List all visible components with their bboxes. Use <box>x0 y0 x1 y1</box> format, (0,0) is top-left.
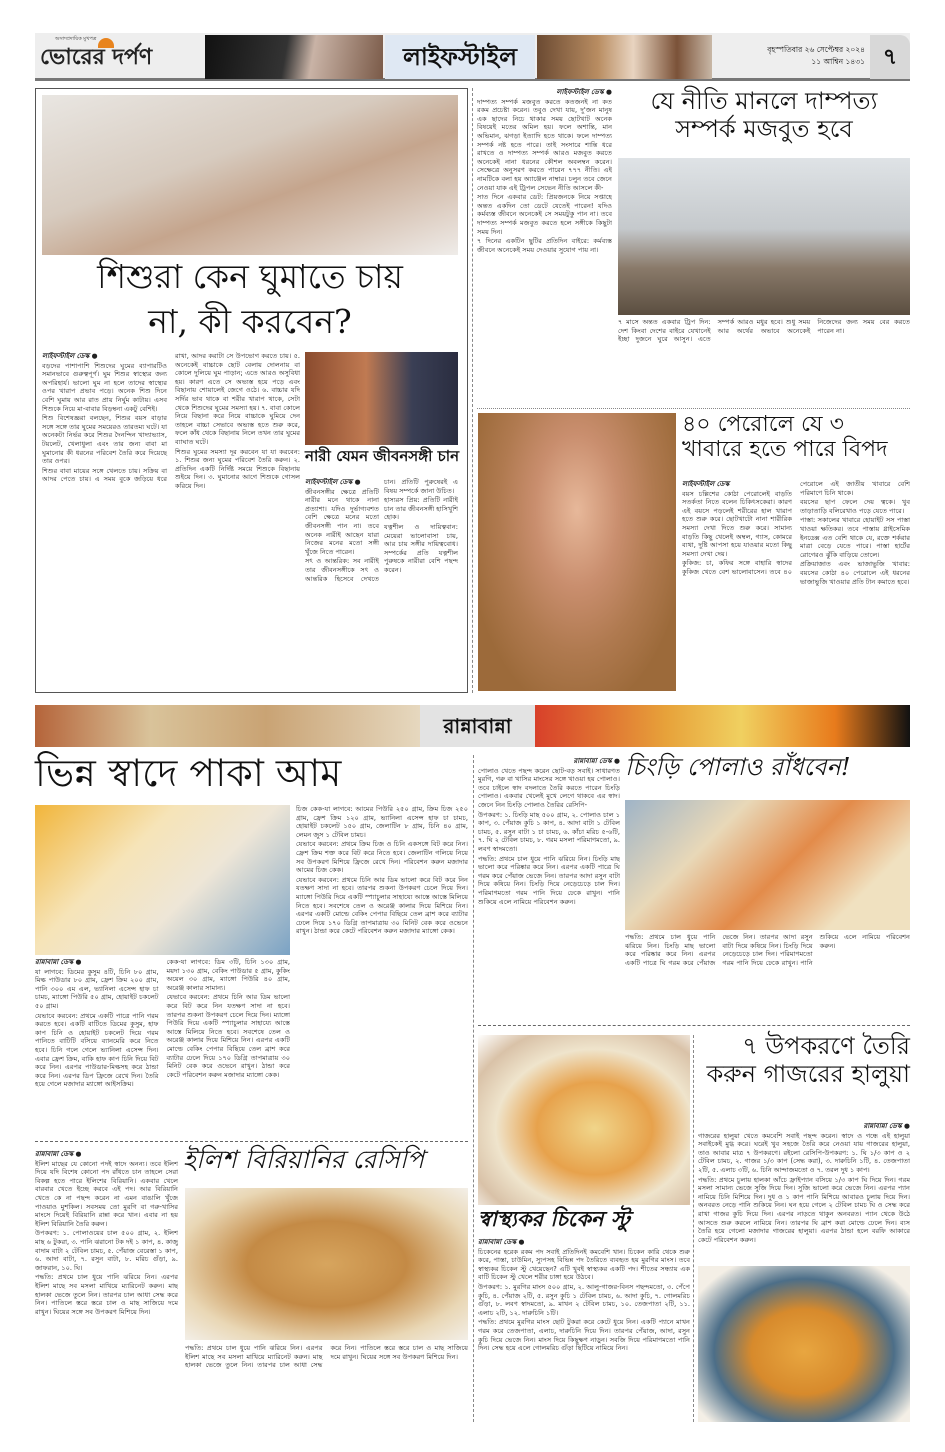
paragraph: বয়সের ছাপ ফেলে দেয় ত্বকে। খুব তাড়াতাড়ি বলিরেখাও পড়ে যেতে পারে। <box>800 498 910 515</box>
headline-life-partner: নারী যেমন জীবনসঙ্গী চান <box>305 447 460 465</box>
paragraph: দাম্পত্য সম্পর্ক মজবুত করতে কতজনই না কত রকম প্রচেষ্টা করেন। তবুও দেখা যায়, দু'জন মানুষ এক ছাদের নিচে থাকার সময় ছোটখাট অনেক বিষয়েই মতের অমিল হয়। ফলে অশান্তি, মান অভিমান, ঝগড়া ইত্যাদি হতে থাকে। ফলে দাম্পত্য সম্পর্ক নষ্ট হতে পারে। তাই সংসারে শান্তি ধরে রাখতে ও দাম্পত্য সম্পর্ক আরও মজবুত করতে অনেকেই নানা ধরনের কৌশল অবলম্বন করেন। সেক্ষেত্রে অনুসরণ করতে পারেন ৭৭৭ নীতি। এই নামটিকে বলা হয় অ্যাঞ্জেল নাম্বার। চলুন তবে জেনে নেওয়া যাক এই ট্রিপল সেভেন নীতি আসলে কী- <box>477 97 612 192</box>
headline-hilsa-biryani: ইলিশ বিরিয়ানির রেসিপি <box>183 1145 424 1174</box>
paragraph: প্রক্রিয়াজাত এবং ভাজাভুজি খাবার: বয়সের কোঠা ৪০ পেরোলে এই ধরনের ভাজাভুজি খাওয়ার প্রতি টান কমাতে হবে। <box>800 560 910 586</box>
paragraph: পদ্ধতি: প্রথমে চাল ধুয়ে পানি ঝরিয়ে নিন। এরপর ইলিশ মাছে সব মসলা মাখিয়ে ম্যারিনেট করুন। মাছ হালকা ভেজে তুলে নিন। তারপর চাল আধা সেদ্ধ করে নিন। পাতিলে স্তরে স্তরে চাল ও মাছ সাজিয়ে দমে রাখুন। ঘিয়ের সঙ্গে সব উপকরণ মিশিয়ে দিন। <box>185 1344 468 1370</box>
divider <box>477 408 910 409</box>
paragraph: কেক-যা লাগবে: ডিম ৩টি, চিনি ১৩০ গ্রাম, ময়দা ১৩০ গ্রাম, বেকিং পাউডার ৫ গ্রাম, কুকিং অয়েল ৩০ গ্রাম, ম্যাঙ্গো পিউরি ৪০ গ্রাম, অরেঞ্জ কালার সামান্য। <box>166 958 290 992</box>
newspaper-logo: ভোরের দর্পণ <box>40 45 153 70</box>
photo-mango-dessert <box>35 805 290 955</box>
paragraph: পদ্ধতি: প্রথমে চাল ধুয়ে পানি ঝরিয়ে নিন। চিংড়ি মাছ ভালো করে পরিষ্কার করে নিন। এরপর একটি পাত্রে ঘি গরম করে পেঁয়াজ ভেজে নিন। তারপর আদা রসুন বাটা দিয়ে কষিয়ে নিন। চিংড়ি দিয়ে নেড়েচেড়ে চাল দিন। পরিমাণমতো গরম পানি দিয়ে ঢেকে রাখুন। পানি শুকিয়ে এলে নামিয়ে পরিবেশন করুন। <box>478 854 620 906</box>
paragraph: যেভাবে করবেন: প্রথমে চিনি আর ডিম ভালো করে বিট করে নিন যতক্ষণ সাদা না হবে। তারপর শুকনা উপকরণ চেলে দিয়ে দিন। ম্যাঙ্গো পিউরি দিয়ে একটি স্প্যাচুলার সাহায্যে আস্তে আস্তে মিলিয়ে নিতে হবে। সবশেষে তেল ও অরেঞ্জ কালার দিয়ে মিশিয়ে নিন। এরপর একটি মোল্ডে বেকিং পেপার বিছিয়ে তেল ব্রাশ করে ব্যাটার ঢেলে দিয়ে ১৭০ ডিগ্রি তাপমাত্রায় ৩০ মিনিট বেক করে ওভেনে রাখুন। ঠান্ডা করে কেটে পরিবেশন করুন মজাদার ম্যাঙ্গো কেক। <box>296 875 468 936</box>
banner-photo-vegetables <box>535 705 910 747</box>
paragraph: যত্নশীল ও দায়িত্ববান: মেয়েরা ভালোবাসা চায়, আর চায় সঙ্গীর দায়িত্ববোধ। সম্পর্কের প্রতি যত্নশীল পুরুষকে নারীরা বেশি পছন্দ করেন। <box>384 522 458 574</box>
article-body-marriage-cont <box>618 318 910 404</box>
page-number: ৭ <box>870 35 910 79</box>
photo-carrot-halwa <box>698 1266 910 1422</box>
paragraph: পদ্ধতি: প্রথমে চাল ধুয়ে পানি ঝরিয়ে নিন। এরপর ইলিশ মাছে সব মসলা মাখিয়ে ম্যারিনেট করুন। মাছ হালকা ভেজে তুলে নিন। তারপর চাল আধা সেদ্ধ করে নিন। পাতিলে স্তরে স্তরে চাল ও মাছ সাজিয়ে দমে রাখুন। ঘিয়ের সঙ্গে সব উপকরণ মিশিয়ে দিন। <box>35 1273 178 1316</box>
paragraph: গাজরের হালুয়া খেতে কমবেশি সবাই পছন্দ করেন। স্বাদে ও গন্ধে এই হালুয়া সবাইকেই মুগ্ধ করে। ঘরেই খুব সহজে তৈরি করে নেওয়া যায় গাজরের হালুয়া, তাও আবার মাত্র ৭ উপকরণে। রইলো রেসিপি-উপকরণ: ১. ঘি ১/৩ কাপ ও ২ টেবিল চামচ, ২. গাজর ১/৩ কাপ (সেদ্ধ করা), ৩. দারুচিনি ১টি, ৪. তেজপাতা ২টি, ৫. এলাচ ৩টি, ৬. চিনি আন্দাজমতো ও ৭. তরল দুধ ১ কাপ। <box>698 1131 910 1174</box>
paragraph: যেভাবে করবেন: প্রথমে চিনি আর ডিম ভালো করে বিট করে নিন যতক্ষণ সাদা না হবে। তারপর শুকনা উপকরণ চেলে দিয়ে দিন। ম্যাঙ্গো পিউরি দিয়ে একটি স্প্যাচুলার সাহায্যে আস্তে আস্তে মিলিয়ে নিতে হবে। সবশেষে তেল ও অরেঞ্জ কালার দিয়ে মিশিয়ে নিন। এরপর একটি মোল্ডে বেকিং পেপার বিছিয়ে তেল ব্রাশ করে ব্যাটার ঢেলে দিয়ে ১৭০ ডিগ্রি তাপমাত্রায় ৩০ মিনিট বেক করে ওভেনে রাখুন। ঠান্ডা করে কেটে পরিবেশন করুন মজাদার ম্যাঙ্গো কেক। <box>166 993 290 1079</box>
paragraph: পদ্ধতি: প্রথমে চাল ধুয়ে পানি ঝরিয়ে নিন। চিংড়ি মাছ ভালো করে পরিষ্কার করে নিন। এরপর একটি পাত্রে ঘি গরম করে পেঁয়াজ ভেজে নিন। তারপর আদা রসুন বাটা দিয়ে কষিয়ে নিন। চিংড়ি দিয়ে নেড়েচেড়ে চাল দিন। পরিমাণমতো গরম পানি দিয়ে ঢেকে রাখুন। পানি শুকিয়ে এলে নামিয়ে পরিবেশন করুন। <box>625 933 910 967</box>
banner-photo-biryani <box>35 705 420 747</box>
paragraph: ৭ দিনের একটিন ছুটির প্রতিদিন বাইরে: কর্মব্যস্ত জীবনে অনেকেই সময় দেওয়ার সুযোগ পায় না। <box>477 237 612 254</box>
headline-mango: ভিন্ন স্বাদে পাকা আম <box>35 751 342 795</box>
byline: রান্নাবান্না ডেস্ক ● <box>35 958 82 966</box>
byline: লাইফস্টাইল ডেস্ক ● <box>556 88 612 96</box>
header-photo-woman-hair <box>205 35 383 79</box>
date-gregorian: বৃহস্পতিবার ২৬ সেপ্টেম্বর ২০২৪ <box>767 45 865 54</box>
paragraph: শিশুর বাবা মায়ের সঙ্গে খেলতে চায়। সক্রিয় বা আদর পেতে চায়। এ সময় বুকে জড়িয়ে ধরে রাখা, আদর করাটা সে উপভোগ করতে চায়। ৫. অনেকেই বাচ্চাকে ছোট বেলায় দোলনায় বা কোলে দুলিয়ে ঘুম পাড়ান; এতে আরও অসুবিধা হয়। কারণ এতে সে অভ্যস্ত হয়ে পড়ে এবং বিছানায় শোয়ালেই জেগে ওঠে। ৬. বাচ্চার যদি সর্দির ভাব থাকে বা শরীর খারাপ থাকে, সেটা থেকে শিশুদের ঘুমের সমস্যা হয়। ৭. বাবা কোলে নিয়ে বিছানা করে নিয়ে বাচ্চাকে ঘুমিয়ে দেন তাহলে বাচ্চা সেভাবে অভ্যস্ত হতে শুরু করে, ফলে কাঁধ থেকে বিছানায় নিলে তখন তার ঘুমের ব্যাঘাত ঘটে। <box>42 352 300 484</box>
byline: লাইফস্টাইল ডেস্ক ● <box>42 352 98 360</box>
byline: রান্নাবান্না ডেস্ক ● <box>573 757 620 765</box>
photo-chicken-stew <box>478 1035 690 1205</box>
issue-date <box>715 44 865 68</box>
cooking-section-title: রান্নাবান্না <box>420 705 535 747</box>
paragraph: উপকরণ: ১. মুরগির মাংস ৫০০ গ্রাম, ২. আলু-গাজর-বিনস পছন্দমতো, ৩. পেঁপে কুচি, ৪. পেঁয়াজ ২টি, ৫. রসুন কুচি ১ টেবিল চামচ, ৬. আদা কুচি, ৭. গোলমরিচ গুঁড়া, ৮. লবণ স্বাদমতো, ৯. মাখন ২ টেবিল চামচ, ১০. তেজপাতা ২টি, ১১. এলাচ ২টি, ১২. দারুচিনি ১টি। <box>478 1282 690 1317</box>
article-body-hilsa-cont <box>185 1344 468 1422</box>
article-body-shrimp-polao <box>478 757 620 1020</box>
headline-marriage: যে নীতি মানলে দাম্পত্য সম্পর্ক মজবুত হবে <box>650 87 878 143</box>
paragraph: শিশুর ঘুমের সমস্যা দূর করবেন যা যা করবেন: ১. শিশুর জন্য ঘুমের পরিবেশ তৈরি করুন। ২. প্রতিদিন একটি নির্দিষ্ট সময়ে শিশুকে বিছানায় শুইয়ে দিন। ৩. ঘুমানোর আগে শিশুকে গোসল করিয়ে দিন। <box>175 447 300 490</box>
article-body-kids-sleep <box>42 352 300 688</box>
headline-carrot-halwa: ৭ উপকরণে তৈরি করুন গাজরের হালুয়া <box>706 1032 910 1088</box>
article-body-food-after-40 <box>682 480 910 690</box>
paragraph: যেভাবে করবেন: প্রথমে ক্রিম চিজ ও চিনি একসঙ্গে বিট করে নিন। ফ্রেশ ক্রিম শক্ত করে বিট করে নিতে হবে। জেলাটিন গলিয়ে নিয়ে সব উপকরণ মিশিয়ে ফ্রিজে রেখে দিন। পরিবেশন করুন মজাদার আমের চিজ কেক। <box>296 840 468 875</box>
article-body-mango-cont <box>296 805 468 1136</box>
photo-hilsa-biryani <box>185 1188 468 1340</box>
paragraph: ইলিশ মাছের যে কোনো পদই স্বাদে অনন্য। তবে ইলিশ দিয়ে যদি বিশেষ কোনো পদ রাঁধতে চান তাহলে সেরা বিকল্প হতে পারে ইলিশের বিরিয়ানি। একবার খেলে বারবার খেতে ইচ্ছে করবে এই পদ। আর বিরিয়ানি খেতে কে না পছন্দ করেন না এমন বাঙালি খুঁজে পাওয়াও মুশকিল। সবসময় তো মুরগি বা গরু-খাসির মাংসে দিয়েই বিরিয়ানি রান্না করে খান। এবার না হয় ইলিশ বিরিয়ানি তৈরি করুন। <box>35 1159 178 1228</box>
article-body-marriage <box>477 88 612 404</box>
paragraph: উপকরণ: ১. পোলাওয়ের চাল ৫০০ গ্রাম, ২. ইলিশ মাছ ৬ টুকরা, ৩. পানি ঝরানো টক দই ১ কাপ, ৪. কাজু বাদাম বাটা ২ টেবিল চামচ, ৫. পেঁয়াজ বেরেস্তা ১ কাপ, ৬. আদা বাটা, ৭. রসুন বাটা, ৮. মরিচ গুঁড়া, ৯. জাফরান, ১০. ঘি। <box>35 1229 178 1272</box>
paragraph: চিজ কেক-যা লাগবে: আমের পিউরি ২৫০ গ্রাম, ক্রিম চিজ ২৫০ গ্রাম, ফ্রেশ ক্রিম ১২০ গ্রাম, ভ্যানিলা এসেন্স হাফ চা চামচ, হোয়াইট চকলেট ১৫০ গ্রাম, জেলাটিন ৮ গ্রাম, চিনি ৪০ গ্রাম, লেমন জুস ১ টেবিল চামচ। <box>296 805 468 839</box>
column-divider <box>472 88 473 693</box>
byline: রান্নাবান্না ডেস্ক ● <box>35 1150 82 1158</box>
section-title: লাইফস্টাইল <box>385 35 535 79</box>
byline: লাইফস্টাইল ডেস্ক ● <box>305 478 361 486</box>
header-photo-spa <box>537 35 712 79</box>
logo-tagline: অসাম্প্রদায়িক মুখপত্র <box>55 36 97 42</box>
paragraph: যা লাগবে: ডিমের কুসুম ৪টি, চিনি ৮০ গ্রাম, মিল্ক পাউডার ৮০ গ্রাম, ফ্রেশ ক্রিম ২০০ গ্রাম, পানি ৩০০ এম এল, ভ্যানিলা এসেন্স হাফ চা চামচ, ম্যাঙ্গো পিউরি ৫০ গ্রাম, হোয়াইট চকলেট ৫০ গ্রাম। <box>35 967 159 1010</box>
paragraph: পদ্ধতি: প্রথমে চুলায় হালকা আঁচে ফ্রাইপ্যান বসিয়ে ১/৩ কাপ ঘি দিয়ে দিন। গরম মসলা সামান্য ভেজে সুজি দিয়ে দিন। সুজি ভালো করে ভেজে নিন। এরপর প্যান নামিয়ে চিনি মিশিয়ে দিন। দুধ ও ১ কাপ পানি মিশিয়ে আবারও চুলায় দিয়ে দিন। অনবরত নেড়ে পানি শুকিয়ে নিন। ঘন হয়ে গেলে ২ টেবিল চামচ ঘি ও সেদ্ধ করে রাখা গাজর কুচি দিয়ে দিন। এরপর নাড়তে থাকুন অনবরত। প্যান থেকে উঠে আসতে শুরু করলে নামিয়ে নিন। তারপর ঘি ব্রাশ করা মোল্ডে ঢেলে দিন। ব্যস তৈরি হয়ে গেলো মজাদার গাজরের হালুয়া। এরপর ঠান্ডা হলে বরফি আকারে কেটে পরিবেশন করুন। <box>698 1175 910 1244</box>
paragraph: বড়দের পাশাপাশি শিশুদের ঘুমের ব্যাপারটিও সমানভাবে গুরুত্বপূর্ণ। ঘুম শিশুর স্বাস্থ্যের জন্য অপরিহার্য। ভালো ঘুম না হলে তাদের স্বাস্থ্যের ওপর খারাপ প্রভাব পড়ে। অনেক শিশু দিনে বেশি ঘুমায় আর রাত প্রায় নির্ঘুম কাটায়। এসব শিশুকে নিয়ে মা-বাবার বিড়ম্বনা একটু বেশিই। <box>42 361 167 413</box>
paragraph: হাস্যরস প্রিয়: প্রতিটি নারীই চান তার জীবনসঙ্গী হাসিখুশি হোক। <box>384 496 458 522</box>
paragraph: শিশু বিশেষজ্ঞরা বলছেন, শিশুর বয়স বাড়ার সঙ্গে সঙ্গে তার ঘুমের সময়েরও তারতম্য ঘটে। যা অনেকটা নির্ভর করে শিশুর দৈনন্দিন খাদ্যাভ্যাস, টয়লেট, খেলাধুলা এবং তার জন্য বাবা মা ঘুমানোর কী ধরনের পরিবেশ তৈরি করে দিয়েছে তার ওপর। <box>42 414 167 466</box>
article-body-chicken-stew <box>478 1238 690 1422</box>
article-body-life-partner <box>305 478 458 688</box>
photo-couple-dinner <box>305 352 458 445</box>
paragraph: পাস্তা: সকালের খাবারে হোয়াইট সস পাস্তা খাওয়া ক্ষতিকর। তবে পাস্তায় গ্লাইসেমিক ইনডেক্স এত বেশি থাকে যে, রক্তে শর্করার মাত্রা বেড়ে যেতে পারে। পাস্তা হার্টের রোগেরও ঝুঁকি বাড়িয়ে তোলে। <box>800 516 910 559</box>
headline-kids-sleep-1: শিশুরা কেন ঘুমাতে চায় <box>97 257 403 296</box>
date-bengali: ১১ আশ্বিন ১৪৩১ <box>811 57 865 66</box>
paragraph: চিকেনের হরেক রকম পদ সবাই প্রতিদিনই কমবেশি খান। চিকেন কারি থেকে শুরু করে, পাস্তা, চাউমিন, স্যুপসহ বিভিন্ন পদ তৈরিতে ব্যবহৃত হয় মুরগির মাংস। তবে স্বাস্থ্যকর চিকেন স্টু খেয়েছেন? এটি খুবই স্বাস্থ্যকর একটি পদ। শীতের সন্ধ্যায় এক বাটি চিকেন স্টু খেলে শরীর চাঙ্গা হয়ে উঠবে। <box>478 1247 690 1282</box>
headline-shrimp-polao: চিংড়ি পোলাও রাঁধবেন! <box>625 753 851 781</box>
paragraph: উপকরণ: ১. চিংড়ি মাছ ৫০০ গ্রাম, ২. পোলাও চাল ১ কাপ, ৩. পেঁয়াজ কুচি ১ কাপ, ৪. আদা বাটা ১ টেবিল চামচ, ৫. রসুন বাটা ১ চা চামচ, ৬. কাঁচা মরিচ ৫-৬টি, ৭. ঘি ২ টেবিল চামচ, ৮. গরম মসলা পরিমাণমতো, ৯. লবণ স্বাদমতো। <box>478 810 620 853</box>
paragraph: পোলাও খেতে পছন্দ করেন ছোট-বড় সবাই। সাধারণত মুরগি, গরু বা খাসির মাংসের সঙ্গে খাওয়া হয় পোলাও। তবে চাইলে স্বাদ বদলাতে তৈরি করতে পারেন চিংড়ি পোলাও। একবার খেলেই মুখে লেগে থাকবে এর স্বাদ। জেনে নিন চিংড়ি পোলাও তৈরির রেসিপি- <box>478 766 620 809</box>
headline-chicken-stew: স্বাস্থ্যকর চিকেন স্টু <box>478 1206 630 1231</box>
column-divider <box>473 755 474 1422</box>
divider <box>478 1025 910 1026</box>
paragraph: পদ্ধতি: প্রথমে মুরগির মাংস ছোট টুকরা করে কেটে ধুয়ে নিন। একটি প্যানে মাখন গরম করে তেজপাতা, এলাচ, দারুচিনি দিয়ে দিন। তারপর পেঁয়াজ, আদা, রসুন কুচি দিয়ে ভেজে নিন। মাংস দিয়ে কিছুক্ষণ নাড়ুন। সবজি দিয়ে পরিমাণমতো পানি দিন। সেদ্ধ হয়ে এলে গোলমরিচ গুঁড়া ছিটিয়ে নামিয়ে নিন। <box>478 1318 690 1353</box>
article-body-shrimp-polao-cont <box>625 933 910 1020</box>
headline-food-after-40: ৪০ পেরোলে যে ৩ খাবারে হতে পারে বিপদ <box>682 412 888 463</box>
article-body-mango <box>35 958 290 1136</box>
photo-shrimp-polao <box>625 800 910 930</box>
paragraph: কুকিজ: চা, কফির সঙ্গে বাহারি স্বাদের কুকিজ খেতে বেশ ভালোবাসেন। তবে ৪০ পেরোলে এই জাতীয় খাবারে বেশি পরিমাণে চিনি থাকে। <box>682 480 910 576</box>
paragraph: সৎ ও আন্তরিক: সব নারীই তার জীবনসঙ্গীকে সৎ ও আন্তরিক হিসেবে দেখতে চান। প্রতিটি পুরুষেরই এ বিষয় সম্পর্কে জানা উচিত। <box>305 478 458 583</box>
headline-kids-sleep-2: না, কী করবেন? <box>148 302 352 341</box>
paragraph: যেভাবে করবেন: প্রথমে একটি পাত্রে পানি গরম করতে হবে। একটি বাটিতে ডিমের কুসুম, হাফ কাপ চিনি ও হোয়াইট চকলেট দিয়ে গরম পানিতে বাটিটি বসিয়ে ব্যানমেরি করে নিতে হবে। চিনি গলে গেলে ভ্যানিলা এসেন্স দিন। এবার ফ্রেশ ক্রিম, বাকি হাফ কাপ চিনি দিয়ে বিট করে নিন। এরপর পাউডার-মিল্কসহ করে ঠান্ডা করে নিন। এরপর ডিপ ফ্রিজে রেখে দিন। তৈরি হয়ে গেলে মজাদার ম্যাঙ্গো আইসক্রিম। <box>35 1011 159 1089</box>
byline: রান্নাবান্না ডেস্ক ● <box>478 1238 525 1246</box>
byline: রান্নাবান্না ডেস্ক ● <box>863 1122 910 1130</box>
paragraph: জীবনসঙ্গীর ক্ষেত্রে প্রতিটি নারীর মনে থাকে নানা প্রত্যাশা। যদিও দুর্ভাগ্যবশত বেশি ক্ষেত্রে মনের মতো জীবনসঙ্গী পান না। তবে অনেক নারীই আছেন যারা নিজের মনের মতো সঙ্গী খুঁজে নিতে পারেন। <box>305 487 379 556</box>
byline: লাইফস্টাইল ডেস্ক <box>682 480 730 488</box>
article-body-carrot-halwa <box>698 1122 910 1260</box>
column-divider <box>693 1035 694 1422</box>
photo-man-eating-burger <box>478 413 676 691</box>
paragraph: বয়স চল্লিশের কোঠা পেরোলেই বাড়তি সতর্কতা নিতে বলেন চিকিৎসকেরা। কারণ এই বয়সে পড়লেই শরীরের হাল খারাপ হতে শুরু করে। ছোটখাটো নানা শারীরিক সমস্যা দেখা দিতে শুরু করে। সামান্য বাড়তি কিছু খেলেই অম্বল, গ্যাস, কোমরে ব্যথা, দুষ্টি আপসা হয়ে যাওয়ার মতো কিছু সমস্যা দেখা দেয়। <box>682 489 792 558</box>
photo-family-sleeping <box>42 95 458 255</box>
paragraph: ৭ মাসে অন্তত একবার ট্রিপ দিন: দেশ কিংবা দেশের বাইরে যেখানেই ইচ্ছা দুজনে ঘুরে আসুন। এতে সম্পর্ক আরও মধুর হবে। শুধু সময় আর অর্থের অভাবে অনেকেই নিজেদের জন্য সময় বের করতে পারেন না। <box>618 318 910 344</box>
paragraph: সাত দিনে একবার ডেট: প্রিয়জনকে নিয়ে সপ্তাহে অন্তত একদিন তো ডেটে যেতেই পারেন! যদিও কর্মব্যস্ত জীবনে অনেকেই সে সময়টুকু পান না। তবে দাম্পত্য সম্পর্ক মজবুত করতে হলে সঙ্গীকে কিছুটা সময় দিন। <box>477 193 612 236</box>
divider <box>35 1141 468 1142</box>
article-body-hilsa <box>35 1150 178 1422</box>
photo-couple-mosque <box>618 158 910 315</box>
